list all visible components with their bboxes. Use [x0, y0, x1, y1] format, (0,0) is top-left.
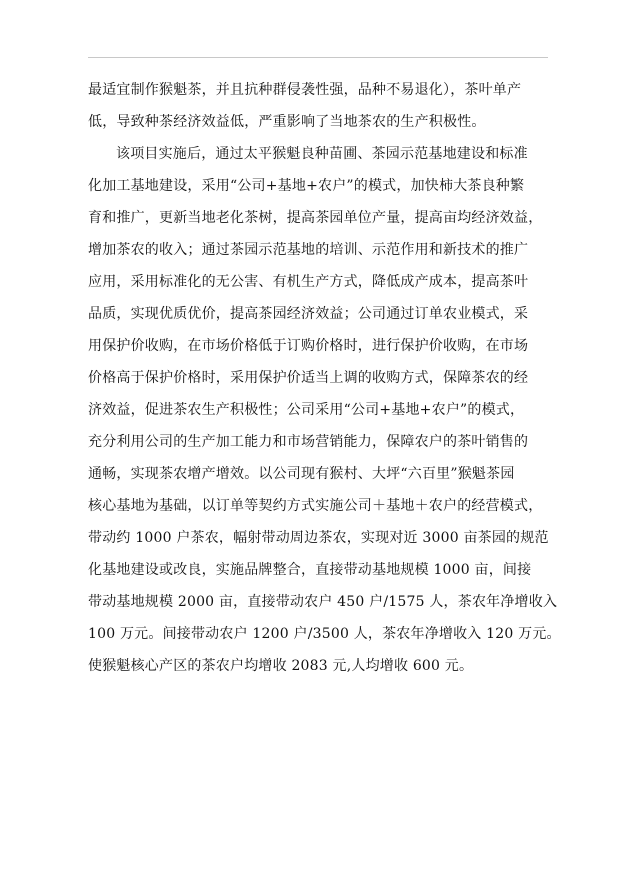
text-line: 化加工基地建设，采用“公司+基地+农户”的模式，加快柿大茶良种繁 — [88, 178, 525, 194]
text-line: 品质，实现优质优价，提高茶园经济效益；公司通过订单农业模式，采 — [88, 306, 529, 322]
body-text — [88, 74, 561, 682]
text-line: 育和推广，更新当地老化茶树，提高茶园单位产量，提高亩均经济效益， — [88, 210, 543, 226]
text-line: 充分利用公司的生产加工能力和市场营销能力，保障农户的茶叶销售的 — [88, 434, 529, 450]
text-line: 应用，采用标准化的无公害、有机生产方式，降低成产成本，提高茶叶 — [88, 274, 529, 290]
text-line: 使猴魁核心产区的茶农户均增收 2083 元,人均增收 600 元。 — [88, 658, 474, 674]
text-line: 带动基地规模 2000 亩，直接带动农户 450 户/1575 人，茶农年净增收入 — [88, 594, 558, 610]
text-line: 增加茶农的收入；通过茶园示范基地的培训、示范作用和新技术的推广 — [88, 242, 529, 258]
text-line: 用保护价收购，在市场价格低于订购价格时，进行保护价收购，在市场 — [88, 338, 529, 354]
text-line: 低，导致种茶经济效益低，严重影响了当地茶农的生产积极性。 — [88, 114, 486, 130]
text-line: 100 万元。间接带动农户 1200 户/3500 人，茶农年净增收入 120 万元。 — [88, 626, 561, 642]
header-divider — [88, 57, 548, 58]
paragraph-start-line: 该项目实施后，通过太平猴魁良种苗圃、茶园示范基地建设和标准 — [116, 146, 528, 162]
text-line: 济效益，促进茶农生产积极性；公司采用“公司+基地+农户”的模式， — [88, 402, 525, 418]
text-line: 通畅，实现茶农增产增效。以公司现有猴村、大坪“六百里”猴魁茶园 — [88, 466, 515, 482]
text-line: 化基地建设或改良，实施品牌整合，直接带动基地规模 1000 亩，间接 — [88, 562, 532, 578]
text-line: 核心基地为基础，以订单等契约方式实施公司＋基地＋农户的经营模式， — [88, 498, 543, 514]
text-line: 价格高于保护价格时，采用保护价适当上调的收购方式，保障茶农的经 — [88, 370, 529, 386]
text-line: 最适宜制作猴魁茶，并且抗种群侵袭性强，品种不易退化），茶叶单产 — [88, 82, 522, 98]
text-line: 带动约 1000 户茶农，幅射带动周边茶农，实现对近 3000 亩茶园的规范 — [88, 530, 549, 546]
